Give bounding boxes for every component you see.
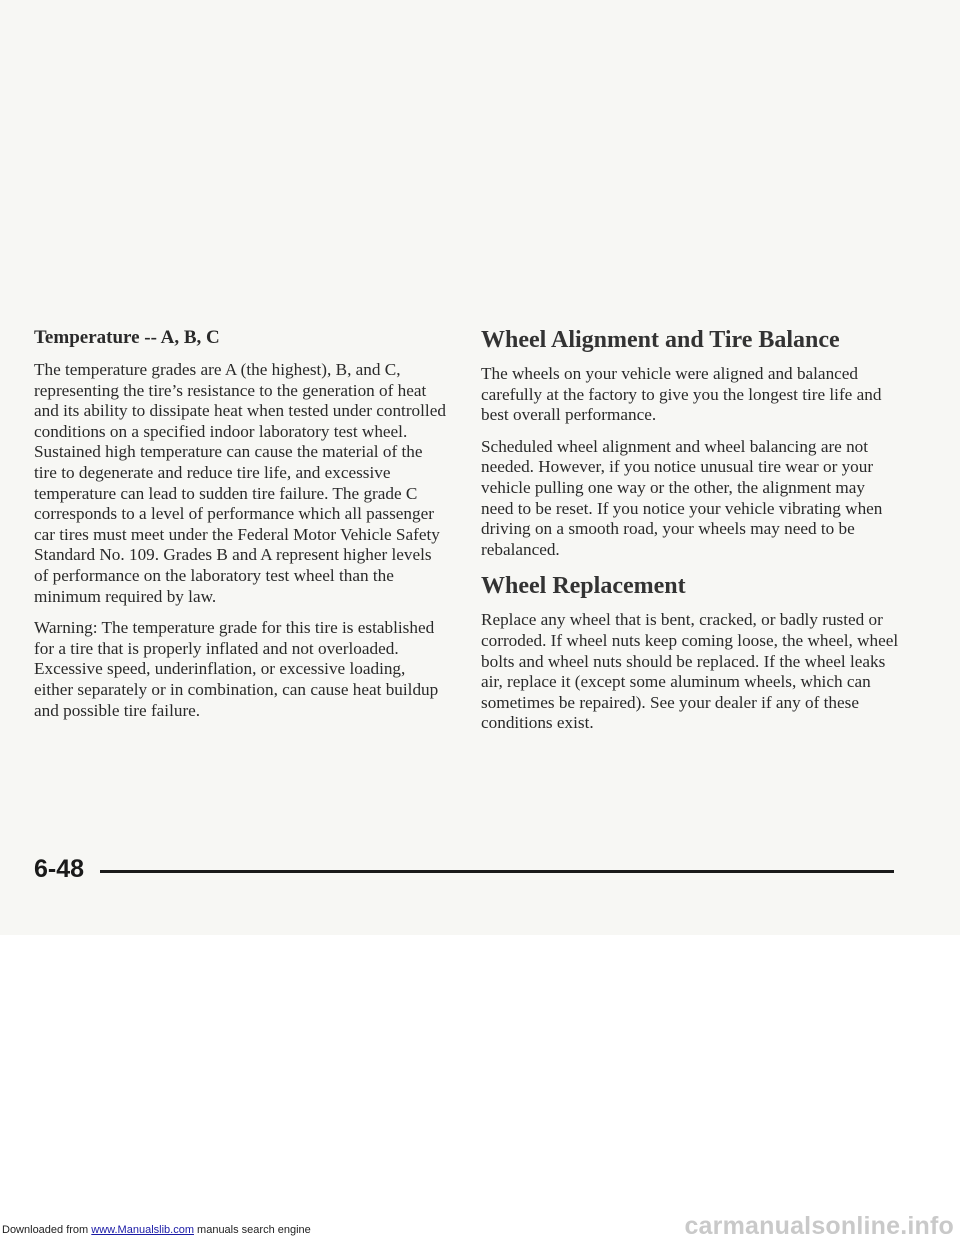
download-note	[2, 1224, 311, 1236]
balancing-paragraph: Scheduled wheel alignment and wheel balancing are not needed. However, if you notice unusual tire wear or your vehicle pulling one way or the other, the alignment may need to be reset. If you notice your vehicle vibrating when driving on a smooth road, your wheels may need to be rebalanced.	[481, 436, 883, 559]
wheel-replacement-heading: Wheel Replacement	[481, 573, 686, 600]
watermark-logo: carmanualsonline.info	[684, 1212, 954, 1240]
manualslib-link[interactable]: www.Manualslib.com	[91, 1224, 194, 1236]
left-column	[34, 327, 446, 732]
warning-paragraph: Warning: The temperature grade for this tire is established for a tire that is properly inflated and not overloaded. Excessive speed, underinflation, or excessive loading, either separately or in combination, can cause heat buildup and possible tire failure.	[34, 618, 439, 720]
page-footer	[34, 852, 894, 886]
right-column	[481, 326, 901, 745]
alignment-paragraph: The wheels on your vehicle were aligned and balanced carefully at the factory to give you the longest tire life and best overall performance.	[481, 364, 882, 425]
download-note-suffix: manuals search engine	[193, 1224, 311, 1236]
temperature-paragraph: The temperature grades are A (the highest), B, and C, representing the tire’s resistance to the generation of heat and its ability to dissipate heat when tested under controlled conditions on a specified indoor laboratory test wheel. Sustained high temperature can cause the material of the tire to degenerate and reduce tire life, and excessive temperature can lead to sudden tire failure. The grade C corresponds to a level of performance which all passenger car tires must meet under the Federal Motor Vehicle Safety Standard No. 109. Grades B and A represent higher levels of performance on the laboratory test wheel than the minimum required by law.	[34, 360, 446, 606]
download-note-prefix: Downloaded from	[2, 1224, 92, 1236]
page-number: 6-48	[34, 855, 85, 883]
wheel-alignment-heading: Wheel Alignment and Tire Balance	[481, 327, 840, 353]
temperature-heading: Temperature -- A, B, C	[34, 327, 220, 348]
footer-rule	[100, 870, 894, 873]
replacement-paragraph: Replace any wheel that is bent, cracked, or badly rusted or corroded. If wheel nuts keep coming loose, the wheel, wheel bolts and wheel nuts should be replaced. If the wheel leaks air, replace it (except some aluminum wheels, which can sometimes be repaired). See your dealer if any of these conditions exist.	[481, 610, 899, 733]
